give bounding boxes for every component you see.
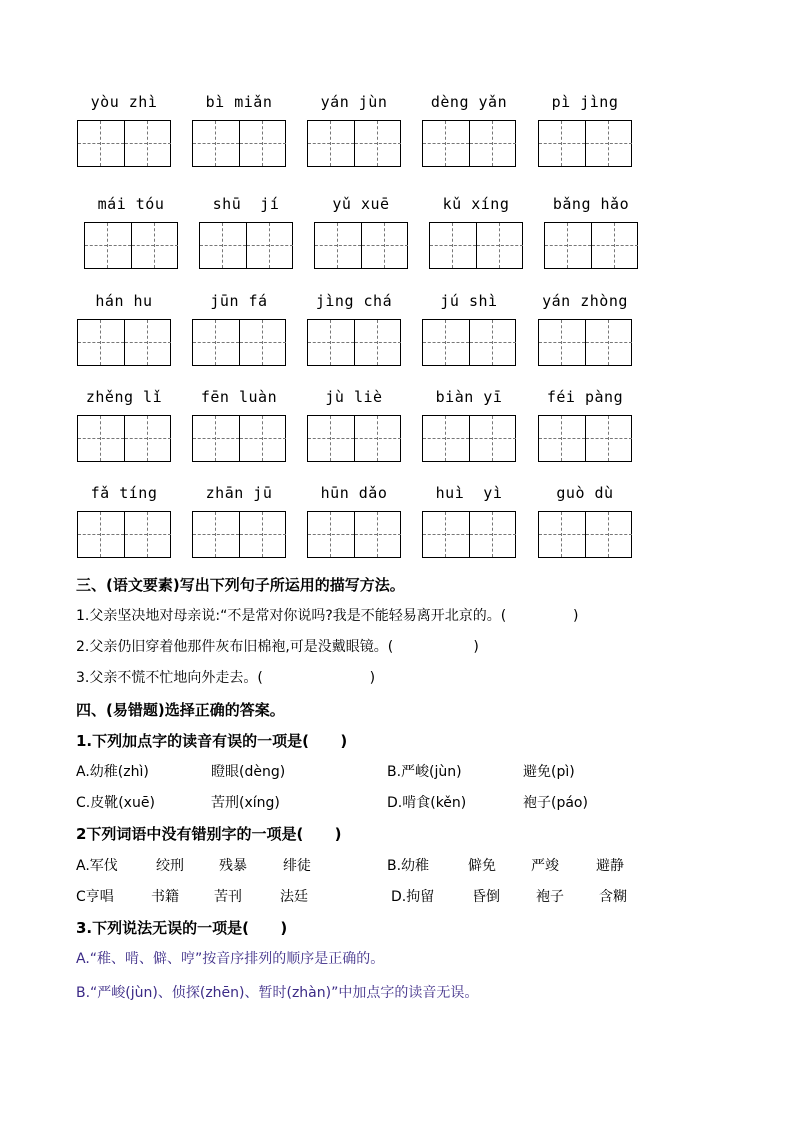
q1-option-c-word2: 苦刑(xíng) <box>211 795 280 811</box>
q1-option-d-word2: 袍子(páo) <box>523 795 588 811</box>
pinyin-text: yòu zhì <box>90 93 158 111</box>
writing-box[interactable] <box>538 319 632 366</box>
pinyin-text: dèng yǎn <box>430 93 508 111</box>
writing-box[interactable] <box>538 415 632 462</box>
pinyin-text: jú shì <box>440 292 498 310</box>
q2-option-d-word: 袍子 <box>536 889 564 905</box>
q2-option-c-word: 法廷 <box>280 889 308 905</box>
pinyin-row-4 <box>0 388 794 488</box>
writing-box[interactable] <box>77 511 171 558</box>
pinyin-row-2 <box>0 195 794 295</box>
pinyin-text: bì miǎn <box>205 93 273 111</box>
pinyin-text: huì yì <box>435 484 503 502</box>
q2-option-a-word: 绞刑 <box>156 858 184 874</box>
pinyin-text: mái tóu <box>97 195 165 213</box>
writing-box[interactable] <box>422 415 516 462</box>
pinyin-text: guò dù <box>556 484 614 502</box>
section3-title: 三、(语文要素)写出下列句子所运用的描写方法。 <box>76 576 405 594</box>
q2-option-b-word: 严竣 <box>531 858 559 874</box>
q2-option-c-word: C亨唱 <box>76 889 114 905</box>
section3-q1: 1.父亲坚决地对母亲说:“不是常对你说吗?我是不能轻易离开北京的。( ) <box>76 608 579 624</box>
writing-box[interactable] <box>192 511 286 558</box>
q2-option-c-word: 苦刊 <box>214 889 242 905</box>
section4-title: 四、(易错题)选择正确的答案。 <box>76 701 285 719</box>
writing-box[interactable] <box>307 319 401 366</box>
pinyin-text: fēn luàn <box>200 388 278 406</box>
writing-box[interactable] <box>307 511 401 558</box>
pinyin-text: jìng chá <box>315 292 393 310</box>
q1-option-b: B.严峻(jùn) <box>387 764 462 780</box>
q2-option-a-word: 残暴 <box>219 858 247 874</box>
pinyin-row-3 <box>0 292 794 392</box>
pinyin-text: yán zhòng <box>542 292 628 310</box>
q2-option-b-word: B.幼稚 <box>387 858 430 874</box>
q2-option-d-word: 含糊 <box>599 889 627 905</box>
writing-box[interactable] <box>77 120 171 167</box>
writing-box[interactable] <box>307 120 401 167</box>
pinyin-text: pì jìng <box>551 93 619 111</box>
q1-option-a-word2: 瞪眼(dèng) <box>211 764 286 780</box>
q2-option-c-word: 书籍 <box>151 889 179 905</box>
writing-box[interactable] <box>314 222 408 269</box>
pinyin-row-1 <box>0 93 794 193</box>
writing-box[interactable] <box>538 120 632 167</box>
writing-box[interactable] <box>544 222 638 269</box>
pinyin-text: yǔ xuē <box>332 195 390 213</box>
writing-box[interactable] <box>199 222 293 269</box>
pinyin-text: zhān jū <box>205 484 273 502</box>
q1-option-b-word2: 避免(pì) <box>523 764 575 780</box>
pinyin-text: biàn yī <box>435 388 503 406</box>
section4-q1-stem: 1.下列加点字的读音有误的一项是( ) <box>76 732 348 750</box>
pinyin-text: zhěng lǐ <box>85 388 163 406</box>
pinyin-text: féi pàng <box>546 388 624 406</box>
pinyin-text: shū jí <box>212 195 280 213</box>
writing-box[interactable] <box>538 511 632 558</box>
writing-box[interactable] <box>422 120 516 167</box>
writing-box[interactable] <box>77 319 171 366</box>
pinyin-text: hán hu <box>95 292 153 310</box>
writing-box[interactable] <box>192 415 286 462</box>
pinyin-text: bǎng hǎo <box>552 195 630 213</box>
q1-option-a: A.幼稚(zhì) <box>76 764 149 780</box>
q1-option-c: C.皮靴(xuē) <box>76 795 155 811</box>
writing-box[interactable] <box>192 319 286 366</box>
section3-q2: 2.父亲仍旧穿着他那件灰布旧棉袍,可是没戴眼镜。( ) <box>76 639 479 655</box>
q2-option-a-word: 绯徒 <box>283 858 311 874</box>
pinyin-text: hūn dǎo <box>320 484 388 502</box>
q1-option-d: D.啃食(kěn) <box>387 795 467 811</box>
writing-box[interactable] <box>429 222 523 269</box>
pinyin-row-5 <box>0 484 794 584</box>
writing-box[interactable] <box>422 511 516 558</box>
section4-q3-stem: 3.下列说法无误的一项是( ) <box>76 919 288 937</box>
section4-q2-stem: 2下列词语中没有错别字的一项是( ) <box>76 825 342 843</box>
writing-box[interactable] <box>84 222 178 269</box>
section3-q3: 3.父亲不慌不忙地向外走去。( ) <box>76 670 376 686</box>
writing-box[interactable] <box>307 415 401 462</box>
q2-option-b-word: 僻免 <box>468 858 496 874</box>
pinyin-text: jūn fá <box>210 292 268 310</box>
q2-option-a-word: A.军伐 <box>76 858 118 874</box>
q3-option-b: B.“严峻(jùn)、侦探(zhēn)、暂时(zhàn)”中加点字的读音无误。 <box>76 985 479 1001</box>
writing-box[interactable] <box>77 415 171 462</box>
writing-box[interactable] <box>422 319 516 366</box>
q3-option-a: A.“稚、啃、僻、哼”按音序排列的顺序是正确的。 <box>76 951 385 967</box>
pinyin-text: kǔ xíng <box>442 195 510 213</box>
pinyin-text: jù liè <box>325 388 383 406</box>
q2-option-d-word: 昏倒 <box>472 889 500 905</box>
q2-option-b-word: 避静 <box>596 858 624 874</box>
pinyin-text: yán jùn <box>320 93 388 111</box>
pinyin-text: fǎ tíng <box>90 484 158 502</box>
writing-box[interactable] <box>192 120 286 167</box>
q2-option-d-word: D.拘留 <box>391 889 435 905</box>
